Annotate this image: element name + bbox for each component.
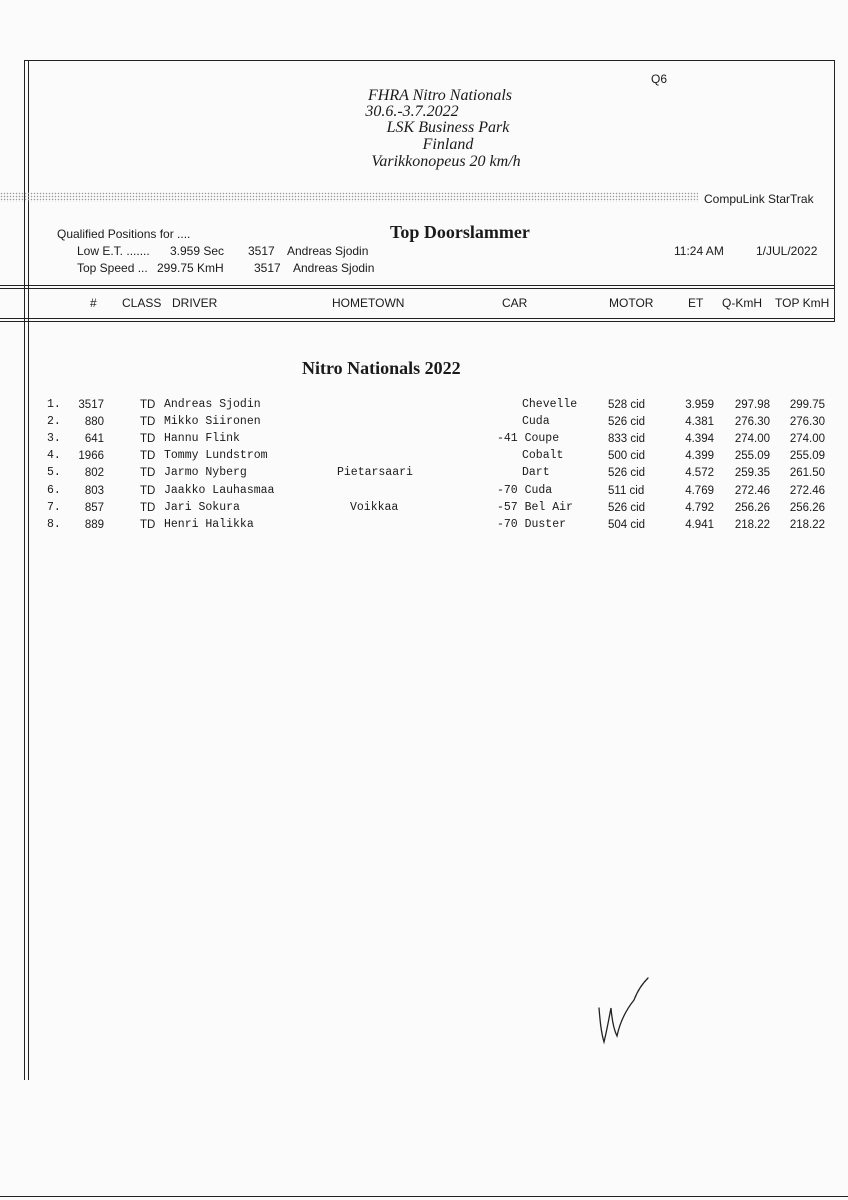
row-qkmh: 256.26 [734, 502, 770, 514]
row-pos: 1. [47, 398, 61, 411]
row-topkmh: 218.22 [789, 519, 825, 531]
row-num: 641 [84, 433, 104, 445]
divider-4 [0, 321, 835, 322]
row-qkmh: 276.30 [734, 416, 770, 428]
col-class: CLASS [122, 296, 162, 310]
row-et: 3.959 [685, 399, 714, 411]
row-driver: Jarmo Nyberg [164, 466, 247, 479]
row-car: -57 Bel Air [497, 501, 573, 514]
row-motor: 504 cid [608, 519, 646, 531]
top-border [24, 60, 835, 61]
row-topkmh: 274.00 [789, 433, 825, 445]
row-motor: 526 cid [608, 502, 646, 514]
row-class: TD [140, 433, 156, 445]
row-class: TD [140, 467, 156, 479]
row-car: -70 Duster [497, 518, 567, 531]
row-num: 3517 [78, 399, 104, 411]
row-topkmh: 299.75 [789, 399, 825, 411]
event-name: FHRA Nitro Nationals [367, 87, 512, 104]
right-border [834, 60, 835, 322]
row-topkmh: 272.46 [789, 485, 825, 497]
row-et: 4.399 [685, 450, 714, 462]
row-et: 4.769 [685, 485, 714, 497]
row-et: 4.572 [685, 467, 714, 479]
col-hometown: HOMETOWN [332, 296, 405, 310]
row-car: Cuda [522, 415, 550, 428]
col-car: CAR [502, 296, 528, 310]
row-driver: Jaakko Lauhasmaa [164, 484, 275, 497]
table-row [0, 518, 848, 535]
dotted-band [0, 192, 698, 202]
signature [590, 970, 660, 1050]
divider-2 [0, 288, 835, 289]
row-pos: 2. [47, 415, 61, 428]
row-car: Dart [522, 466, 550, 479]
row-num: 857 [84, 502, 104, 514]
row-qkmh: 255.09 [734, 450, 770, 462]
report-time: 11:24 AM [674, 244, 724, 258]
table-row [0, 432, 848, 449]
row-topkmh: 255.09 [789, 450, 825, 462]
row-hometown: Pietarsaari [337, 466, 413, 479]
col-topkmh: TOP KmH [775, 296, 830, 310]
left-border-inner [28, 60, 29, 1080]
row-et: 4.381 [685, 416, 714, 428]
row-topkmh: 256.26 [789, 502, 825, 514]
table-row [0, 466, 848, 483]
row-hometown: Voikkaa [350, 501, 399, 514]
row-car: -70 Cuda [497, 484, 553, 497]
class-title: Top Doorslammer [390, 222, 530, 242]
row-car: Chevelle [522, 398, 578, 411]
row-driver: Tommy Lundstrom [164, 449, 268, 462]
row-et: 4.394 [685, 433, 714, 445]
row-num: 889 [84, 519, 104, 531]
top-speed-label: Top Speed ... [77, 261, 148, 275]
row-car: Cobalt [522, 449, 564, 462]
row-qkmh: 272.46 [734, 485, 770, 497]
row-motor: 511 cid [608, 485, 645, 497]
row-class: TD [140, 399, 156, 411]
col-num: # [90, 296, 97, 310]
row-car: -41 Coupe [497, 432, 560, 445]
table-row [0, 484, 848, 501]
row-class: TD [140, 485, 156, 497]
section-title: Nitro Nationals 2022 [302, 358, 461, 378]
event-dates: 30.6.-3.7.2022 [365, 103, 459, 120]
row-qkmh: 274.00 [734, 433, 770, 445]
top-speed-number: 3517 [254, 261, 281, 275]
row-motor: 528 cid [608, 399, 646, 411]
left-border-outer [24, 60, 25, 1080]
divider-1 [0, 285, 835, 286]
low-et-number: 3517 [248, 244, 275, 258]
row-driver: Andreas Sjodin [164, 398, 261, 411]
row-motor: 526 cid [608, 416, 646, 428]
row-pos: 4. [47, 449, 61, 462]
top-speed-value: 299.75 KmH [157, 261, 224, 275]
system-label: CompuLink StarTrak [704, 192, 814, 206]
row-qkmh: 218.22 [734, 519, 770, 531]
row-motor: 500 cid [608, 450, 646, 462]
row-pos: 7. [47, 501, 61, 514]
row-class: TD [140, 502, 156, 514]
col-et: ET [688, 296, 704, 310]
col-motor: MOTOR [609, 296, 654, 310]
table-row [0, 415, 848, 432]
qualified-label: Qualified Positions for .... [57, 227, 191, 241]
table-row [0, 501, 848, 518]
table-row [0, 398, 848, 415]
row-pos: 6. [47, 484, 61, 497]
bottom-line [0, 1196, 848, 1197]
row-num: 802 [84, 467, 104, 479]
col-qkmh: Q-KmH [722, 296, 762, 310]
row-et: 4.792 [685, 502, 714, 514]
pit-speed: Varikkonopeus 20 km/h [371, 153, 521, 170]
row-class: TD [140, 450, 156, 462]
row-qkmh: 259.35 [734, 467, 770, 479]
row-et: 4.941 [685, 519, 714, 531]
row-pos: 3. [47, 432, 61, 445]
row-driver: Mikko Siironen [164, 415, 261, 428]
report-date: 1/JUL/2022 [756, 244, 818, 258]
row-driver: Jari Sokura [164, 501, 240, 514]
row-pos: 5. [47, 466, 61, 479]
event-country: Finland [422, 136, 474, 153]
row-num: 803 [84, 485, 104, 497]
row-class: TD [140, 416, 156, 428]
row-class: TD [140, 519, 156, 531]
row-pos: 8. [47, 518, 61, 531]
top-speed-driver: Andreas Sjodin [293, 261, 375, 275]
row-topkmh: 261.50 [789, 467, 825, 479]
row-driver: Henri Halikka [164, 518, 254, 531]
event-venue: LSK Business Park [386, 119, 510, 136]
low-et-label: Low E.T. ....... [77, 244, 150, 258]
divider-3 [0, 318, 835, 319]
col-driver: DRIVER [172, 296, 218, 310]
row-topkmh: 276.30 [789, 416, 825, 428]
row-num: 1966 [78, 450, 104, 462]
row-motor: 833 cid [608, 433, 646, 445]
row-motor: 526 cid [608, 467, 646, 479]
row-num: 880 [84, 416, 104, 428]
session-code: Q6 [651, 72, 668, 86]
low-et-driver: Andreas Sjodin [287, 244, 369, 258]
row-driver: Hannu Flink [164, 432, 240, 445]
table-row [0, 449, 848, 466]
row-qkmh: 297.98 [734, 399, 770, 411]
low-et-value: 3.959 Sec [170, 244, 225, 258]
